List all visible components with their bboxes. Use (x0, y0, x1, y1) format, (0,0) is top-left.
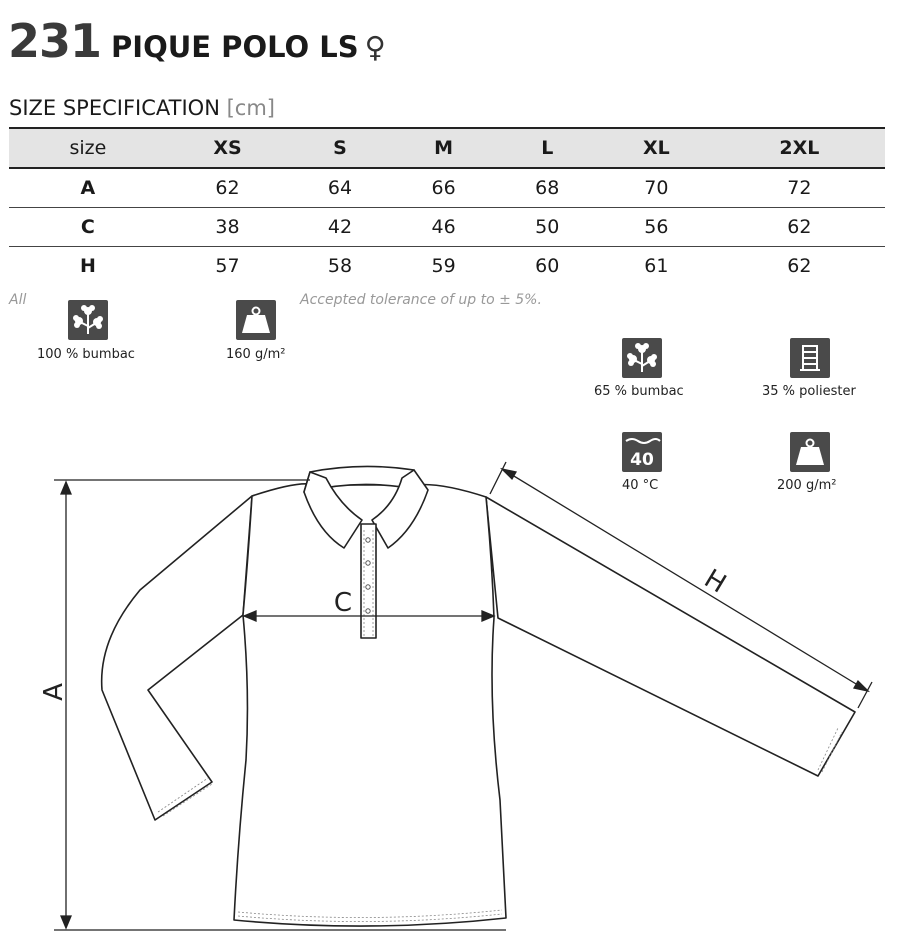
left-sleeve (102, 496, 252, 820)
product-number: 231 (8, 14, 102, 68)
material-label: 160 g/m² (226, 347, 286, 362)
table-cell: 66 (392, 168, 496, 208)
measure-label-a: A (39, 683, 69, 701)
wash-temperature: 40 (630, 450, 654, 470)
row-label: A (9, 168, 167, 208)
column-header: XS (167, 128, 288, 168)
measure-label-h: H (698, 563, 732, 600)
column-header: M (392, 128, 496, 168)
table-cell: 59 (431, 255, 456, 277)
table-cell: 62 (787, 255, 812, 277)
column-header: XL (599, 128, 714, 168)
table-cell: 46 (392, 208, 496, 247)
table-cell: 61 (644, 255, 669, 277)
column-header: L (495, 128, 599, 168)
table-cell: 38 (167, 208, 288, 247)
table-cell: 58 (327, 255, 353, 277)
table-cell: 50 (495, 208, 599, 247)
table-cell: 56 (599, 208, 714, 247)
measure-label-c: C (333, 588, 353, 618)
material-label: 35 % poliester (762, 384, 856, 399)
column-header: S (288, 128, 392, 168)
column-header: 2XL (714, 128, 885, 168)
table-cell: 68 (495, 168, 599, 208)
table-cell: 70 (599, 168, 714, 208)
size-spec-heading: SIZE SPECIFICATION [cm] (9, 96, 275, 120)
table-cell: 64 (288, 168, 392, 208)
table-cell: 60 (535, 255, 560, 277)
right-sleeve (486, 497, 855, 776)
female-symbol-icon: ♀ (364, 30, 386, 64)
table-cell: 42 (288, 208, 392, 247)
material-label: 200 g/m² (777, 478, 837, 493)
material-label: 40 °C (622, 478, 659, 493)
note-all: All (9, 292, 27, 308)
row-label: C (9, 208, 167, 247)
unit-label: [cm] (226, 96, 275, 120)
table-cell: 72 (714, 168, 885, 208)
table-cell: 62 (714, 208, 885, 247)
tolerance-note: Accepted tolerance of up to ± 5%. (300, 292, 542, 308)
table-cell: 57 (215, 255, 240, 277)
product-name: PIQUE POLO LS (111, 30, 359, 64)
column-header: size (9, 128, 167, 168)
row-label: H (79, 255, 96, 277)
table-cell: 62 (167, 168, 288, 208)
material-label: 65 % bumbac (594, 384, 684, 399)
material-label: 100 % bumbac (37, 347, 135, 362)
